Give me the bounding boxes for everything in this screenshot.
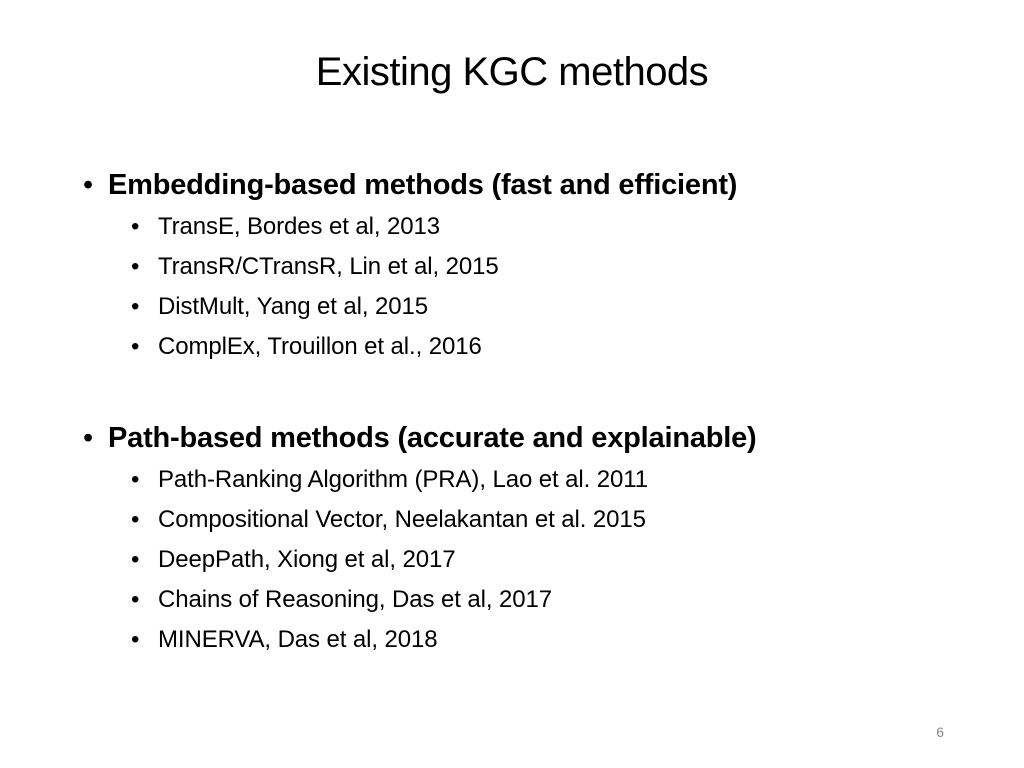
- list-item: [0, 500, 1024, 540]
- section-heading: Path-based methods (accurate and explainable): [108, 422, 757, 454]
- bullet-icon: •: [131, 586, 140, 613]
- page-number: 6: [936, 724, 944, 740]
- section-embedding-based: [0, 163, 1024, 367]
- bullet-icon: •: [131, 333, 140, 360]
- bullet-icon: •: [83, 422, 93, 454]
- list-item-text: DeepPath, Xiong et al, 2017: [158, 546, 456, 573]
- section-path-based: [0, 416, 1024, 660]
- bullet-icon: •: [83, 169, 93, 201]
- list-item-text: MINERVA, Das et al, 2018: [158, 626, 438, 653]
- bullet-icon: •: [131, 506, 140, 533]
- bullet-icon: •: [131, 253, 140, 280]
- list-item-text: Chains of Reasoning, Das et al, 2017: [158, 586, 552, 613]
- list-item: [0, 540, 1024, 580]
- bullet-icon: •: [131, 293, 140, 320]
- bullet-icon: •: [131, 626, 140, 653]
- bullet-icon: •: [131, 466, 140, 493]
- list-item-text: TransR/CTransR, Lin et al, 2015: [158, 253, 499, 280]
- list-item: [0, 620, 1024, 660]
- bullet-heading: [0, 416, 1024, 460]
- section-heading: Embedding-based methods (fast and efficient): [108, 169, 738, 201]
- list-item: [0, 207, 1024, 247]
- list-item: [0, 460, 1024, 500]
- list-item-text: Path-Ranking Algorithm (PRA), Lao et al. 2011: [158, 466, 648, 493]
- list-item: [0, 580, 1024, 620]
- list-item: [0, 247, 1024, 287]
- list-item: [0, 287, 1024, 327]
- list-item: [0, 327, 1024, 367]
- list-item-text: ComplEx, Trouillon et al., 2016: [158, 333, 482, 360]
- bullet-icon: •: [131, 546, 140, 573]
- bullet-heading: [0, 163, 1024, 207]
- slide-title: Existing KGC methods: [315, 50, 709, 94]
- list-item-text: TransE, Bordes et al, 2013: [158, 213, 441, 240]
- list-item-text: Compositional Vector, Neelakantan et al. 2015: [158, 506, 646, 533]
- bullet-icon: •: [131, 213, 140, 240]
- list-item-text: DistMult, Yang et al, 2015: [158, 293, 429, 320]
